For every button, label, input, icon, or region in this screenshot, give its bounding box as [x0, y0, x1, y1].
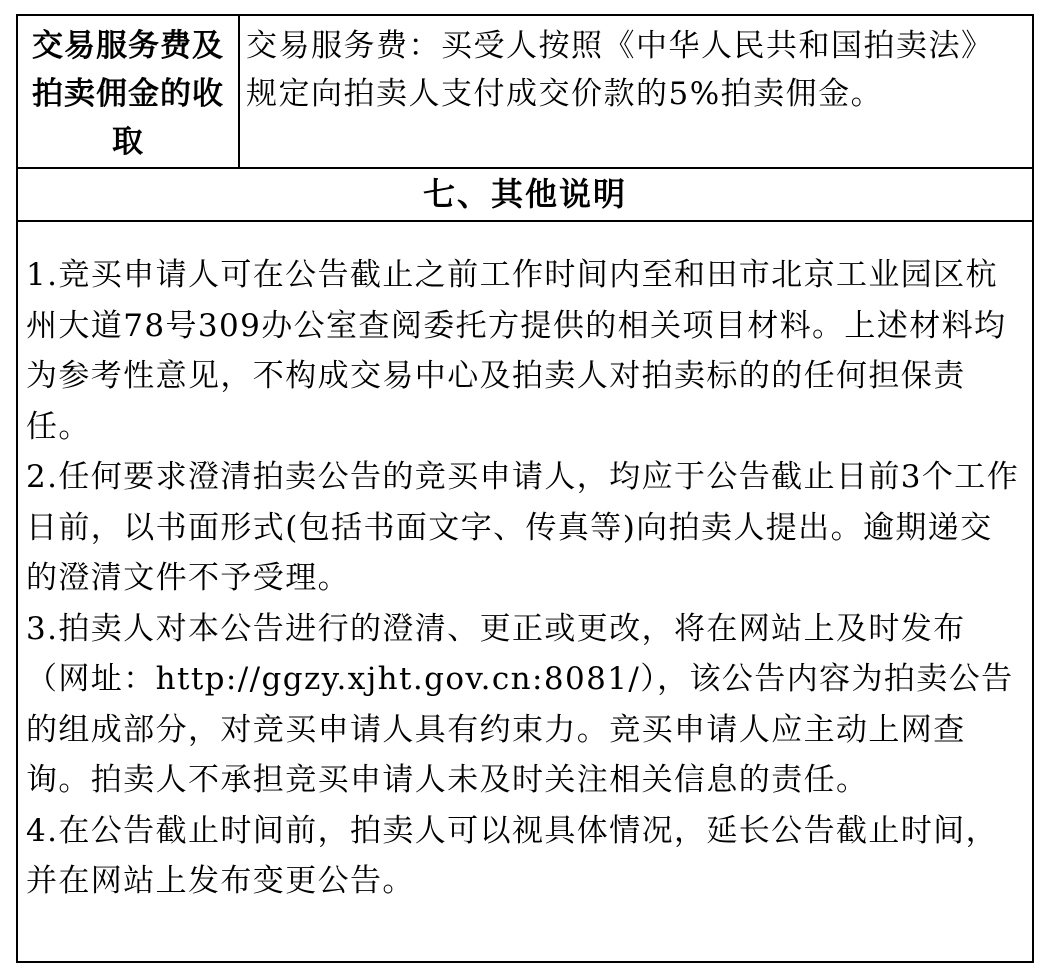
fee-label-cell: 交易服务费及拍卖佣金的收取	[18, 16, 240, 167]
document-table	[16, 14, 1034, 963]
note-item-4: 4.在公告截止时间前，拍卖人可以视具体情况，延长公告截止时间，并在网站上发布变更公告。	[26, 812, 998, 899]
fee-content-cell: 交易服务费：买受人按照《中华人民共和国拍卖法》规定向拍卖人支付成交价款的5%拍卖佣金。	[246, 28, 994, 112]
section-heading: 七、其他说明	[18, 169, 1032, 222]
note-item-1: 1.竞买申请人可在公告截止之前工作时间内至和田市北京工业园区杭州大道78号309办公室查阅委托方提供的相关项目材料。上述材料均为参考性意见，不构成交易中心及拍卖人对拍卖标的的任何担保责任。	[26, 257, 1007, 445]
note-item-3: 3.拍卖人对本公告进行的澄清、更正或更改，将在网站上及时发布（网址：http://ggzy.xjht.gov.cn:8081/），该公告内容为拍卖公告的组成部分，对竞买申请人具有约束力。竞买申请人应主动上网查询。拍卖人不承担竞买申请人未及时关注相关信息的责任。	[26, 610, 1014, 798]
notes-cell	[18, 222, 1032, 961]
fee-row	[18, 16, 1032, 169]
note-item-2: 2.任何要求澄清拍卖公告的竞买申请人，均应于公告截止日前3个工作日前，以书面形式(包括书面文字、传真等)向拍卖人提出。逾期递交的澄清文件不予受理。	[26, 459, 1020, 596]
